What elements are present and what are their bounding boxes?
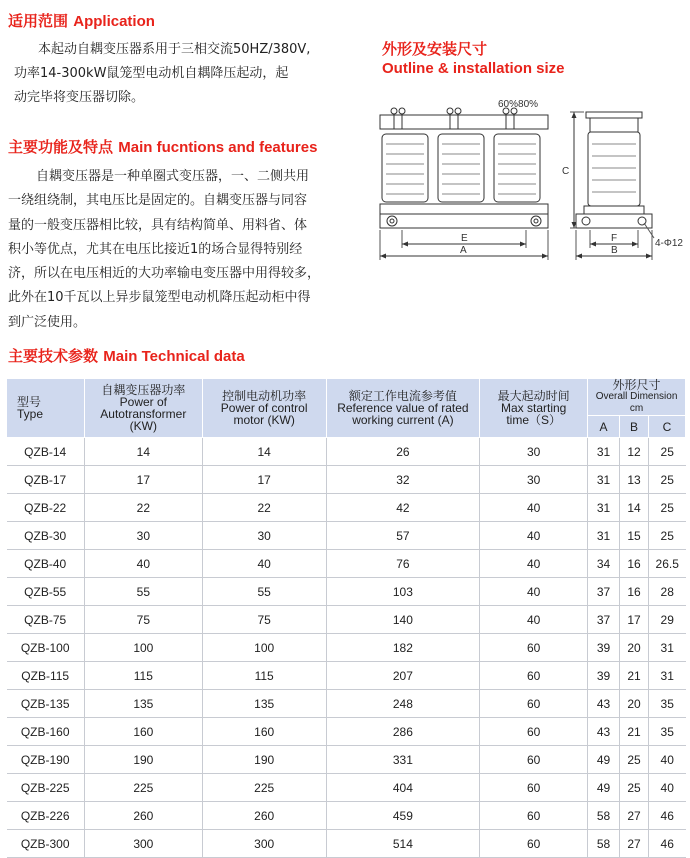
cell-dim-b: 14 — [620, 494, 649, 522]
dim-label-c: C — [562, 166, 570, 177]
cell-dim-c: 25 — [648, 466, 685, 494]
features-line: 此外在10千瓦以上异步鼠笼型电动机降压起动柜中得 — [8, 290, 311, 306]
cell-current: 140 — [326, 606, 480, 634]
cell-type: QZB-40 — [7, 550, 85, 578]
header-type: 型号 Type — [7, 379, 85, 438]
cell-current: 42 — [326, 494, 480, 522]
cell-dim-a: 31 — [588, 522, 620, 550]
outline-heading-cn: 外形及安装尺寸 — [382, 40, 488, 58]
cell-motor-power: 55 — [202, 578, 326, 606]
cell-power: 190 — [84, 746, 202, 774]
cell-dim-a: 43 — [588, 718, 620, 746]
table-row — [7, 802, 686, 830]
cell-motor-power: 30 — [202, 522, 326, 550]
cell-type: QZB-22 — [7, 494, 85, 522]
cell-start-time: 40 — [480, 606, 588, 634]
cell-current: 26 — [326, 438, 480, 466]
cell-power: 14 — [84, 438, 202, 466]
features-line: 济，所以在电压相近的大功率输电变压器中用得较多， — [8, 266, 321, 282]
cell-dim-c: 40 — [648, 746, 685, 774]
cell-motor-power: 300 — [202, 830, 326, 858]
cell-power: 30 — [84, 522, 202, 550]
cell-power: 135 — [84, 690, 202, 718]
cell-dim-b: 25 — [620, 774, 649, 802]
application-line: 动完毕将变压器切除。 — [14, 90, 145, 105]
cell-current: 248 — [326, 690, 480, 718]
cell-motor-power: 75 — [202, 606, 326, 634]
dim-label-holes: 4-Φ12 — [655, 238, 683, 249]
table-row — [7, 718, 686, 746]
features-heading — [8, 136, 317, 157]
cell-dim-c: 40 — [648, 774, 685, 802]
technical-heading-en: Main Technical data — [103, 348, 245, 365]
cell-dim-a: 49 — [588, 774, 620, 802]
cell-dim-a: 37 — [588, 606, 620, 634]
table-row — [7, 466, 686, 494]
cell-power: 40 — [84, 550, 202, 578]
cell-dim-c: 28 — [648, 578, 685, 606]
cell-dim-a: 58 — [588, 802, 620, 830]
cell-motor-power: 225 — [202, 774, 326, 802]
cell-current: 514 — [326, 830, 480, 858]
cell-type: QZB-226 — [7, 802, 85, 830]
outline-drawing — [378, 98, 683, 270]
application-text — [14, 38, 310, 110]
cell-dim-b: 12 — [620, 438, 649, 466]
cell-dim-a: 37 — [588, 578, 620, 606]
technical-heading-cn: 主要技术参数 — [8, 347, 99, 365]
table-row — [7, 830, 686, 858]
application-heading — [8, 10, 155, 31]
cell-power: 17 — [84, 466, 202, 494]
dim-label-e: E — [461, 233, 468, 244]
cell-motor-power: 190 — [202, 746, 326, 774]
application-heading-en: Application — [73, 13, 155, 30]
cell-dim-a: 31 — [588, 494, 620, 522]
cell-start-time: 40 — [480, 578, 588, 606]
table-row — [7, 746, 686, 774]
cell-start-time: 60 — [480, 662, 588, 690]
technical-heading — [8, 345, 245, 366]
features-heading-en: Main fucntions and features — [118, 139, 318, 156]
cell-power: 225 — [84, 774, 202, 802]
header-motor: 控制电动机功率 Power of control motor (KW) — [202, 379, 326, 438]
cell-current: 76 — [326, 550, 480, 578]
cell-power: 300 — [84, 830, 202, 858]
cell-dim-b: 20 — [620, 634, 649, 662]
table-row — [7, 494, 686, 522]
cell-dim-c: 31 — [648, 634, 685, 662]
cell-type: QZB-225 — [7, 774, 85, 802]
application-line: 功率14-300kW鼠笼型电动机自耦降压起动，起 — [14, 66, 289, 81]
cell-motor-power: 17 — [202, 466, 326, 494]
table-row — [7, 634, 686, 662]
cell-type: QZB-190 — [7, 746, 85, 774]
cell-power: 260 — [84, 802, 202, 830]
table-row — [7, 606, 686, 634]
cell-start-time: 30 — [480, 438, 588, 466]
technical-table-body — [7, 438, 686, 858]
cell-dim-a: 31 — [588, 466, 620, 494]
table-row — [7, 690, 686, 718]
cell-dim-a: 39 — [588, 662, 620, 690]
cell-dim-b: 20 — [620, 690, 649, 718]
table-row — [7, 578, 686, 606]
cell-type: QZB-30 — [7, 522, 85, 550]
table-row — [7, 774, 686, 802]
cell-dim-c: 25 — [648, 522, 685, 550]
features-line: 积小等优点，尤其在电压比接近1的场合显得特别经 — [8, 241, 303, 257]
cell-motor-power: 115 — [202, 662, 326, 690]
header-current: 额定工作电流参考值 Reference value of rated working current (A) — [326, 379, 480, 438]
tap-label: 60%80% — [498, 99, 539, 110]
cell-start-time: 60 — [480, 690, 588, 718]
features-line: 自耦变压器是一种单圈式变压器，一、二侧共用 — [36, 169, 310, 184]
cell-motor-power: 14 — [202, 438, 326, 466]
cell-current: 207 — [326, 662, 480, 690]
cell-dim-b: 27 — [620, 802, 649, 830]
cell-power: 160 — [84, 718, 202, 746]
cell-type: QZB-14 — [7, 438, 85, 466]
cell-dim-c: 46 — [648, 830, 685, 858]
cell-dim-a: 31 — [588, 438, 620, 466]
cell-dim-b: 13 — [620, 466, 649, 494]
cell-start-time: 40 — [480, 550, 588, 578]
cell-dim-a: 58 — [588, 830, 620, 858]
cell-current: 32 — [326, 466, 480, 494]
cell-start-time: 40 — [480, 494, 588, 522]
dim-label-b: B — [611, 245, 618, 256]
header-dim-b: B — [620, 416, 649, 438]
header-dimensions: 外形尺寸 Overall Dimension cm — [588, 379, 686, 416]
cell-start-time: 60 — [480, 634, 588, 662]
cell-dim-c: 29 — [648, 606, 685, 634]
cell-current: 286 — [326, 718, 480, 746]
cell-type: QZB-115 — [7, 662, 85, 690]
features-text — [8, 165, 320, 335]
cell-dim-b: 21 — [620, 718, 649, 746]
cell-current: 57 — [326, 522, 480, 550]
cell-start-time: 30 — [480, 466, 588, 494]
cell-motor-power: 100 — [202, 634, 326, 662]
cell-motor-power: 40 — [202, 550, 326, 578]
cell-start-time: 60 — [480, 830, 588, 858]
dim-label-f: F — [611, 233, 618, 244]
outline-heading — [382, 40, 565, 78]
cell-dim-a: 49 — [588, 746, 620, 774]
cell-motor-power: 160 — [202, 718, 326, 746]
table-row — [7, 550, 686, 578]
cell-dim-a: 39 — [588, 634, 620, 662]
features-line: 一绕组绕制，其电压比是固定的。自耦变压器与同容 — [8, 193, 308, 209]
application-line: 本起动自耦变压器系用于三相交流50HZ/380V, — [38, 42, 311, 57]
table-row — [7, 522, 686, 550]
header-dim-a: A — [588, 416, 620, 438]
dim-label-a: A — [460, 245, 467, 256]
cell-power: 55 — [84, 578, 202, 606]
features-heading-cn: 主要功能及特点 — [8, 138, 114, 156]
cell-power: 75 — [84, 606, 202, 634]
terminal-group — [391, 108, 517, 129]
cell-current: 103 — [326, 578, 480, 606]
cell-type: QZB-135 — [7, 690, 85, 718]
cell-dim-a: 34 — [588, 550, 620, 578]
cell-type: QZB-17 — [7, 466, 85, 494]
features-line: 到广泛使用。 — [8, 314, 87, 330]
cell-type: QZB-100 — [7, 634, 85, 662]
cell-dim-b: 27 — [620, 830, 649, 858]
cell-type: QZB-160 — [7, 718, 85, 746]
cell-dim-b: 15 — [620, 522, 649, 550]
table-row — [7, 438, 686, 466]
cell-dim-b: 25 — [620, 746, 649, 774]
header-dim-c: C — [648, 416, 685, 438]
cell-dim-c: 31 — [648, 662, 685, 690]
table-row — [7, 662, 686, 690]
header-time: 最大起动时间 Max starting time（S） — [480, 379, 588, 438]
cell-start-time: 60 — [480, 802, 588, 830]
cell-current: 331 — [326, 746, 480, 774]
technical-table — [6, 378, 686, 858]
cell-power: 115 — [84, 662, 202, 690]
cell-motor-power: 22 — [202, 494, 326, 522]
cell-dim-c: 35 — [648, 690, 685, 718]
cell-current: 459 — [326, 802, 480, 830]
cell-motor-power: 135 — [202, 690, 326, 718]
cell-start-time: 60 — [480, 774, 588, 802]
cell-current: 182 — [326, 634, 480, 662]
cell-start-time: 60 — [480, 746, 588, 774]
cell-power: 22 — [84, 494, 202, 522]
features-line: 量的一般变压器相比较，具有结构简单、用料省、体 — [8, 217, 308, 233]
cell-dim-b: 16 — [620, 578, 649, 606]
header-power: 自耦变压器功率 Power of Autotransformer (KW) — [84, 379, 202, 438]
cell-dim-b: 21 — [620, 662, 649, 690]
cell-dim-c: 26.5 — [648, 550, 685, 578]
cell-type: QZB-75 — [7, 606, 85, 634]
cell-motor-power: 260 — [202, 802, 326, 830]
application-heading-cn: 适用范围 — [8, 12, 69, 30]
cell-dim-c: 35 — [648, 718, 685, 746]
cell-dim-c: 46 — [648, 802, 685, 830]
cell-start-time: 40 — [480, 522, 588, 550]
cell-current: 404 — [326, 774, 480, 802]
cell-type: QZB-300 — [7, 830, 85, 858]
cell-dim-c: 25 — [648, 494, 685, 522]
cell-start-time: 60 — [480, 718, 588, 746]
cell-dim-c: 25 — [648, 438, 685, 466]
cell-dim-b: 16 — [620, 550, 649, 578]
outline-heading-en: Outline & installation size — [382, 60, 565, 77]
cell-dim-b: 17 — [620, 606, 649, 634]
cell-power: 100 — [84, 634, 202, 662]
cell-type: QZB-55 — [7, 578, 85, 606]
cell-dim-a: 43 — [588, 690, 620, 718]
